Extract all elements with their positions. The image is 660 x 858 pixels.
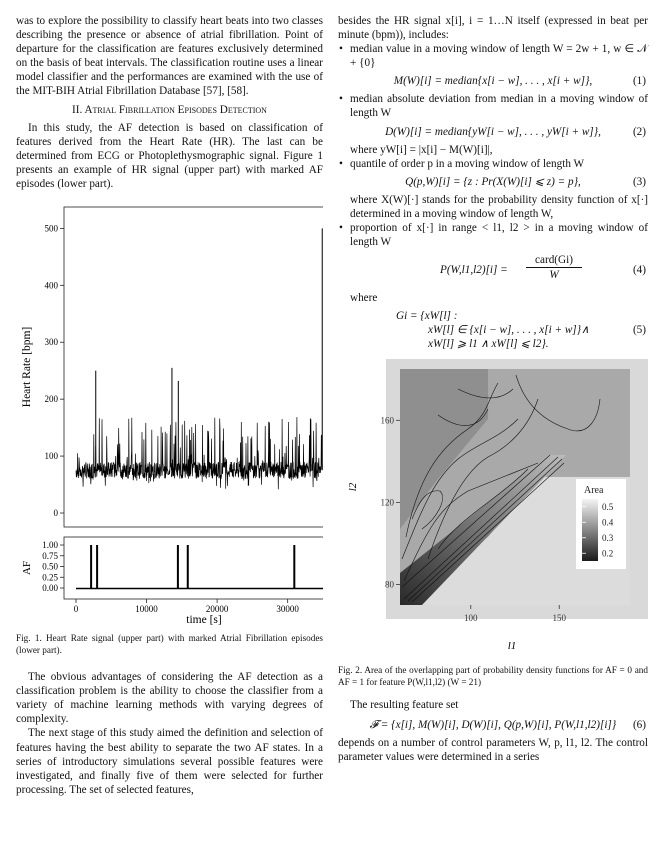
where-4: where [350, 292, 378, 305]
f2-xtick-label: 100 [464, 613, 478, 624]
equation-1-number: (1) [632, 75, 646, 88]
equation-3-number: (3) [632, 175, 646, 188]
upper-ytick-label: 300 [44, 337, 58, 348]
equation-5-line-2: xW[l] ∈ {x[i − w], . . . , x[i + w]}∧ [428, 324, 590, 337]
bullet-quantile-text: quantile of order p in a moving window of length W [350, 157, 585, 170]
equation-3 [338, 175, 648, 189]
legend-colorbar [582, 499, 598, 561]
xtick-label: 10000 [135, 604, 158, 615]
advantages-paragraph: The obvious advantages of considering the AF detection as a classification problem is the ability to choose the classifier from a variety of machine learning methods with varying degrees of complexity. [16, 671, 323, 726]
bullet-proportion-text: proportion of x[·] in range < l1, l2 > in a moving window of length W [350, 221, 648, 249]
f2-xtick-label: 150 [552, 613, 566, 624]
af-episode-bar [96, 545, 98, 588]
lower-ytick-label: 0.00 [42, 583, 58, 594]
next-stage-paragraph: The next stage of this study aimed the definition and selection of features having the best ability to separate the two AF states. In a series of introductory simulations several possible features were investigated, and finally five of them were selected for further processing. The set of selected features, [16, 727, 323, 796]
upper-ytick-label: 0 [53, 508, 58, 519]
lower-ytick-label: 0.75 [42, 550, 58, 561]
where-2: where yW[i] = |x[i] − M(W)[i]|, [350, 143, 493, 156]
bullet-mad-text: median absolute deviation from median in a moving window of length W [350, 93, 648, 120]
bullet-quantile [350, 157, 648, 171]
legend-tick-label: 0.5 [602, 501, 614, 512]
legend [576, 479, 626, 569]
equation-4 [338, 253, 648, 287]
equation-2-number: (2) [632, 125, 646, 138]
equation-2-body: D(W)[i] = median{yW[i − w], . . . , yW[i + w]}, [385, 125, 601, 138]
upper-ytick-label: 400 [44, 280, 58, 291]
figure-2-chart [338, 359, 648, 659]
equation-4-fraction [526, 253, 582, 282]
section-title: II. Atrial Fibrillation Episodes Detection [72, 103, 267, 116]
equation-6-number: (6) [632, 719, 646, 732]
equation-5-number: (5) [632, 324, 646, 337]
af-episode-bar [293, 545, 295, 588]
lower-ylabel: AF [21, 561, 33, 576]
equation-3-body: Q(p,W)[i] = {z : Pr(X(W)[i] ⩽ z) = p}, [405, 175, 581, 188]
af-episode-bar [90, 545, 92, 588]
figure-1-caption: Fig. 1. Heart Rate signal (upper part) with marked Atrial Fibrillation episodes (lower part). [16, 633, 323, 655]
figure-1-chart [16, 205, 323, 625]
right-column [338, 14, 648, 765]
closing-paragraph: depends on a number of control parameters W, p, l1, l2. The control parameter values were determined in a series [338, 737, 648, 764]
f2-ytick-label: 160 [380, 415, 394, 426]
feature-list [338, 42, 648, 70]
legend-tick-label: 0.2 [602, 548, 614, 559]
feature-list-4 [338, 221, 648, 249]
equation-4-number: (4) [632, 264, 646, 277]
section-heading [16, 103, 323, 117]
f2-ytick-label: 80 [385, 579, 394, 590]
lower-plot-frame [64, 537, 323, 599]
xtick-label: 30000 [276, 604, 299, 615]
equation-5-line-1: Gi = {xW[l] : [396, 310, 458, 323]
figure-2-caption: Fig. 2. Area of the overlapping part of probability density functions for AF = 0 and AF = 1 for feature P(W,l1,l2) (W = 21) [338, 665, 648, 687]
upper-ytick-label: 200 [44, 394, 58, 405]
figure-2-xlabel: l1 [507, 640, 517, 653]
af-episode-bar [177, 545, 179, 588]
bullet-median [350, 42, 648, 70]
lower-ytick-label: 1.00 [42, 540, 58, 551]
equation-6-body: 𝓕 = {x[i], M(W)[i], D(W)[i], Q(p,W)[i], P(W,l1,l2)[i]} [369, 719, 617, 732]
where-3: where X(W)[·] stands for the probability density function of x[·] determined in a moving window of length W, [350, 193, 648, 220]
xtick-label: 20000 [205, 604, 229, 615]
bullet-proportion [350, 221, 648, 249]
equation-1-body: M(W)[i] = median{x[i − w], . . . , x[i + w]}, [393, 75, 593, 88]
legend-tick-label: 0.3 [602, 532, 614, 543]
xtick-label: 0 [73, 604, 79, 615]
legend-tick-label: 0.4 [602, 517, 614, 528]
bullet-mad [350, 92, 648, 120]
upper-ylabel: Heart Rate [bpm] [21, 326, 33, 408]
right-intro: besides the HR signal x[i], i = 1…N itself (expressed in beat per minute (bpm)), includes: [338, 15, 648, 42]
equation-6 [338, 718, 648, 732]
feature-list-2 [338, 92, 648, 120]
intro-paragraph: was to explore the possibility to classify heart beats into two classes describing the presence or absence of atrial fibrillation. Point of departure for the classification are features exclusively determined on the basis of beat intervals. The classification routine uses a linear model classifier and the performances are examined with the use of the MIT-BIH Atrial Fibrillation Database [57], [58]. [16, 15, 323, 98]
equation-4-lhs: P(W,l1,l2)[i] = [440, 264, 508, 277]
af-episode-bar [187, 545, 189, 588]
equation-1 [338, 74, 648, 88]
left-column [16, 14, 323, 797]
lower-ytick-label: 0.50 [42, 561, 58, 572]
section-body: In this study, the AF detection is based on classification of features derived from the Heart Rate (HR). The last can be determined from ECG or Photoplethysmographic signal. Figure 1 presents an example of HR signal (upper part) with marked AF episodes (lower part). [16, 121, 323, 190]
equation-5-line-3: xW[l] ⩾ l1 ∧ xW[l] ⩽ l2}. [428, 338, 549, 351]
upper-plot-frame [64, 207, 323, 527]
heart-rate-series [76, 417, 322, 489]
equation-4-numerator: card(Gi) [526, 253, 582, 268]
f2-ytick-label: 120 [380, 497, 394, 508]
x-axis-label: time [s] [186, 614, 222, 626]
figure-2-ylabel: l2 [347, 482, 359, 492]
upper-ytick-label: 500 [44, 223, 58, 234]
upper-ytick-label: 100 [44, 451, 58, 462]
feature-list-3 [338, 157, 648, 171]
equation-5 [338, 309, 648, 353]
lower-ytick-label: 0.25 [42, 572, 58, 583]
bullet-median-text: median value in a moving window of length W = 2w + 1, w ∈ 𝒩 + {0} [350, 43, 648, 70]
equation-4-denominator: W [549, 269, 559, 282]
equation-2 [338, 125, 648, 139]
legend-title: Area [584, 485, 604, 497]
resulting-paragraph: The resulting feature set [350, 699, 459, 712]
